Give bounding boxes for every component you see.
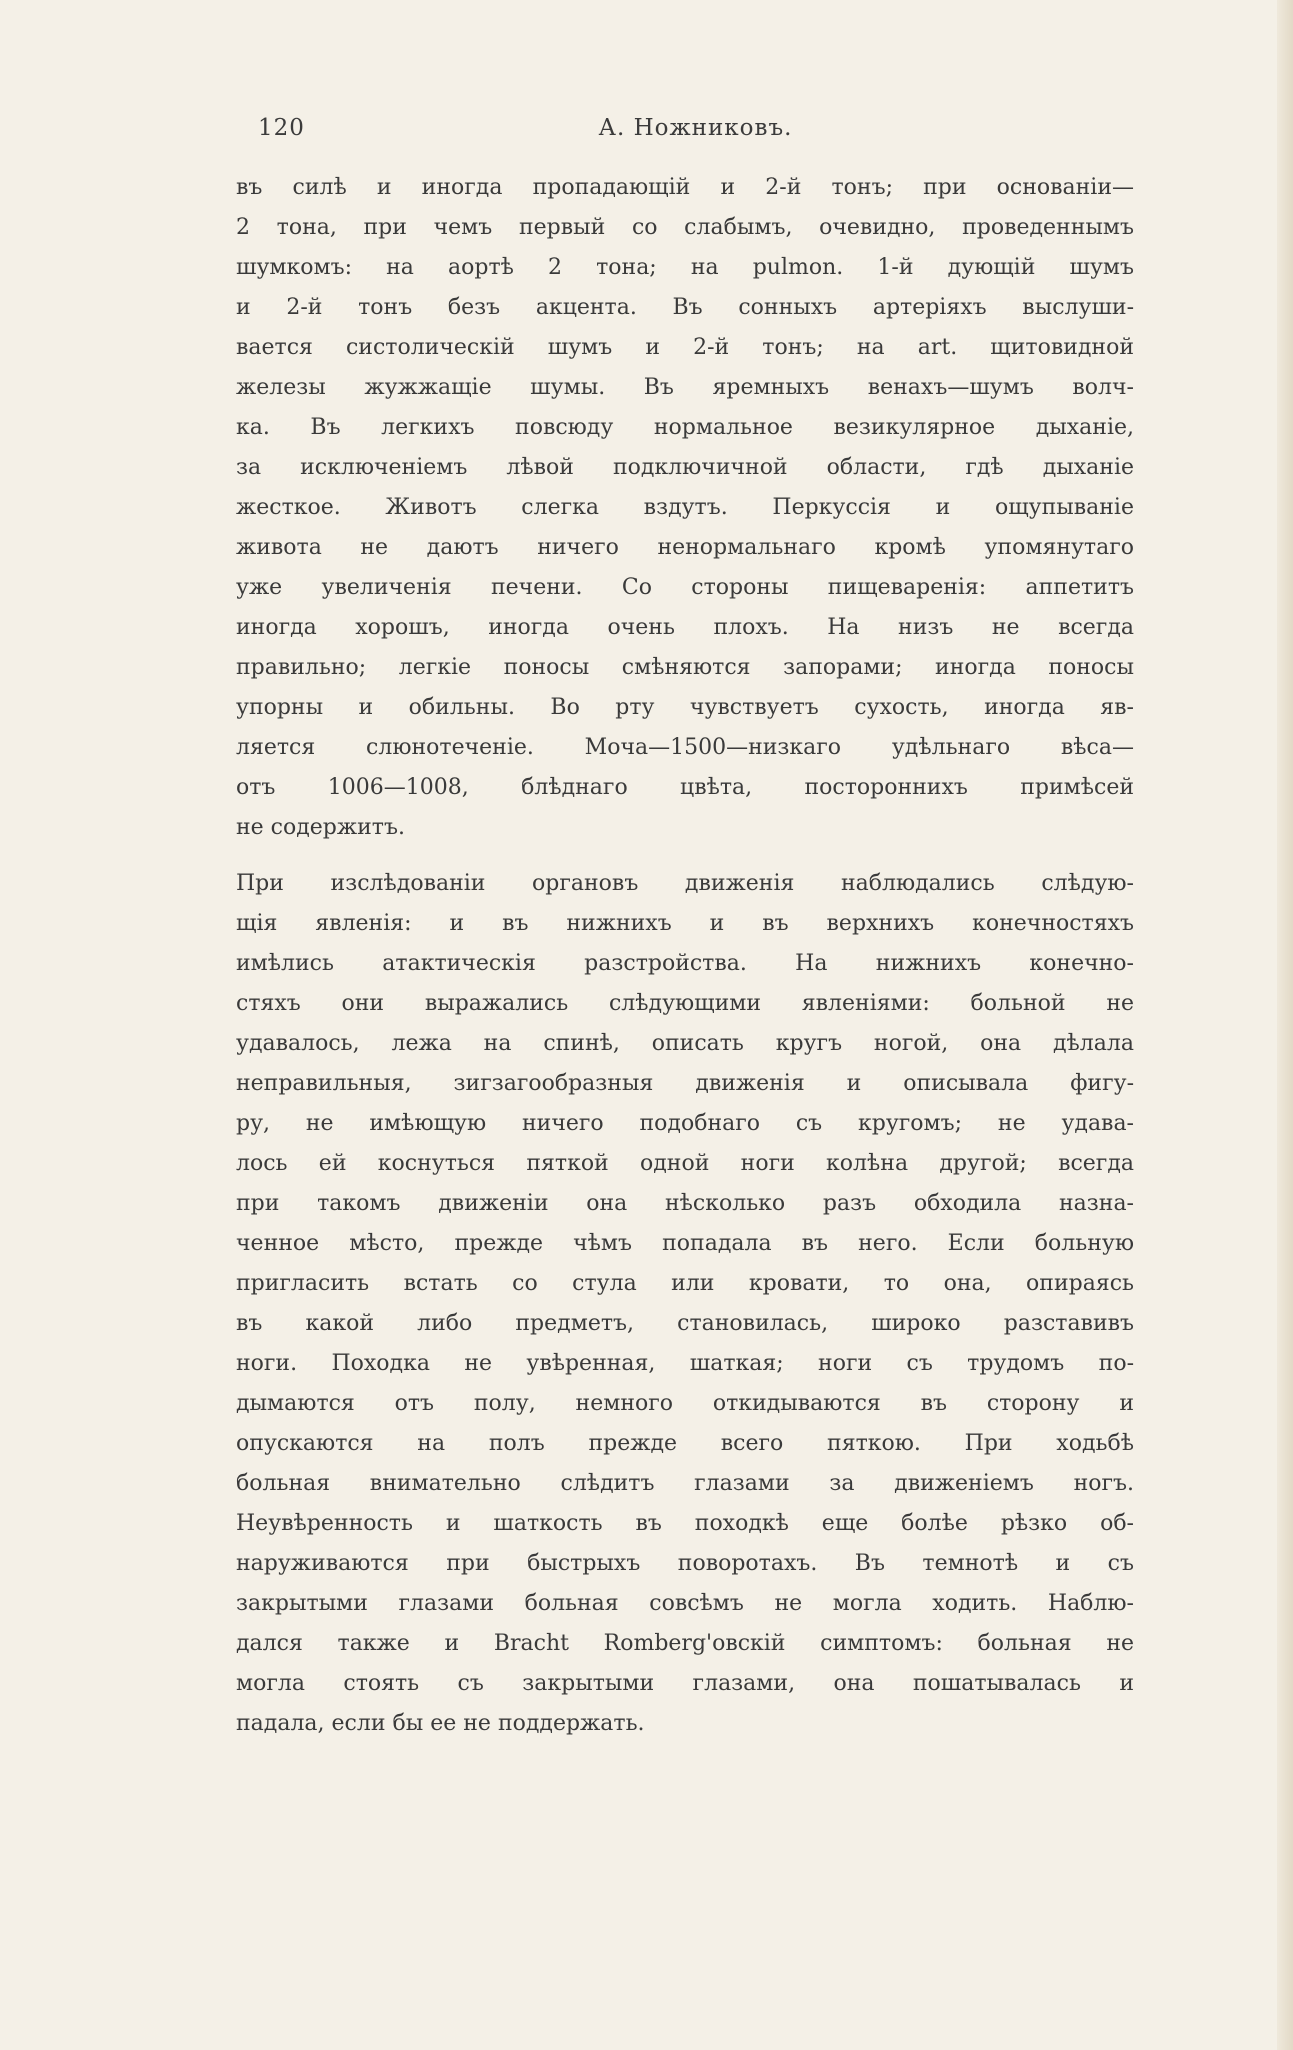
page-edge [1277,0,1293,2050]
text-line: имѣлись атактическія разстройства. На нижнихъ конечно- [236,951,1134,976]
text-line: ноги. Походка не увѣренная, шаткая; ноги съ трудомъ по- [236,1351,1134,1376]
text-line: При изслѣдованіи органовъ движенія наблюдались слѣдую- [236,871,1134,896]
text-line: ру, не имѣющую ничего подобнаго съ кругомъ; не удава- [236,1111,1134,1136]
text-line: Неувѣренность и шаткость въ походкѣ еще болѣе рѣзко об- [236,1511,1134,1536]
text-line: упорны и обильны. Во рту чувствуетъ сухость, иногда яв- [236,695,1134,720]
text-line: 2 тона, при чемъ первый со слабымъ, очевидно, проведеннымъ [236,215,1134,240]
text-line: иногда хорошъ, иногда очень плохъ. На низъ не всегда [236,615,1134,640]
text-line: пригласить встать со стула или кровати, то она, опираясь [236,1271,1134,1296]
text-line: правильно; легкіе поносы смѣняются запорами; иногда поносы [236,655,1134,680]
page-number: 120 [258,115,305,141]
text-line: при такомъ движеніи она нѣсколько разъ обходила назна- [236,1191,1134,1216]
text-line: могла стоять съ закрытыми глазами, она пошатывалась и [236,1671,1134,1696]
text-line: въ силѣ и иногда пропадающій и 2-й тонъ; при основаніи— [236,175,1134,200]
text-line: и 2-й тонъ безъ акцента. Въ сонныхъ артеріяхъ выслуши- [236,295,1134,320]
text-line: железы жужжащіе шумы. Въ яремныхъ венахъ—шумъ волч- [236,375,1134,400]
text-line: ка. Въ легкихъ повсюду нормальное везикулярное дыханіе, [236,415,1134,440]
text-line: стяхъ они выражались слѣдующими явленіями: больной не [236,991,1134,1016]
text-line: неправильныя, зигзагообразныя движенія и описывала фигу- [236,1071,1134,1096]
text-line: лось ей коснуться пяткой одной ноги колѣна другой; всегда [236,1151,1134,1176]
text-line: падала, если бы ее не поддержать. [236,1711,645,1736]
text-line: наруживаются при быстрыхъ поворотахъ. Въ темнотѣ и съ [236,1551,1134,1576]
running-head [258,110,1133,146]
text-line: дался также и Bracht Romberg'овскій симптомъ: больная не [236,1631,1134,1656]
text-line: ляется слюнотеченіе. Моча—1500—низкаго удѣльнаго вѣса— [236,735,1134,760]
running-title: А. Ножниковъ. [598,115,793,141]
text-line: больная внимательно слѣдитъ глазами за движеніемъ ногъ. [236,1471,1134,1496]
text-line: отъ 1006—1008, блѣднаго цвѣта, постороннихъ примѣсей [236,775,1134,800]
text-line: шумкомъ: на аортѣ 2 тона; на pulmon. 1-й дующій шумъ [236,255,1134,280]
text-line: ченное мѣсто, прежде чѣмъ попадала въ него. Если больную [236,1231,1134,1256]
text-line: жесткое. Животъ слегка вздутъ. Перкуссія и ощупываніе [236,495,1134,520]
text-line: удавалось, лежа на спинѣ, описать кругъ ногой, она дѣлала [236,1031,1134,1056]
text-line: щія явленія: и въ нижнихъ и въ верхнихъ конечностяхъ [236,911,1134,936]
text-line: въ какой либо предметъ, становилась, широко разставивъ [236,1311,1134,1336]
paragraph-2 [236,864,1134,1744]
text-line: опускаются на полъ прежде всего пяткою. При ходьбѣ [236,1431,1134,1456]
paragraph-1 [236,168,1134,848]
text-line: дымаются отъ полу, немного откидываются въ сторону и [236,1391,1134,1416]
text-line: не содержитъ. [236,815,405,840]
text-line: за исключеніемъ лѣвой подключичной области, гдѣ дыханіе [236,455,1134,480]
text-line: уже увеличенія печени. Со стороны пищеваренія: аппетитъ [236,575,1134,600]
text-line: закрытыми глазами больная совсѣмъ не могла ходить. Наблю- [236,1591,1134,1616]
text-line: живота не даютъ ничего ненормальнаго кромѣ упомянутаго [236,535,1134,560]
text-line: вается систолическій шумъ и 2-й тонъ; на art. щитовидной [236,335,1134,360]
